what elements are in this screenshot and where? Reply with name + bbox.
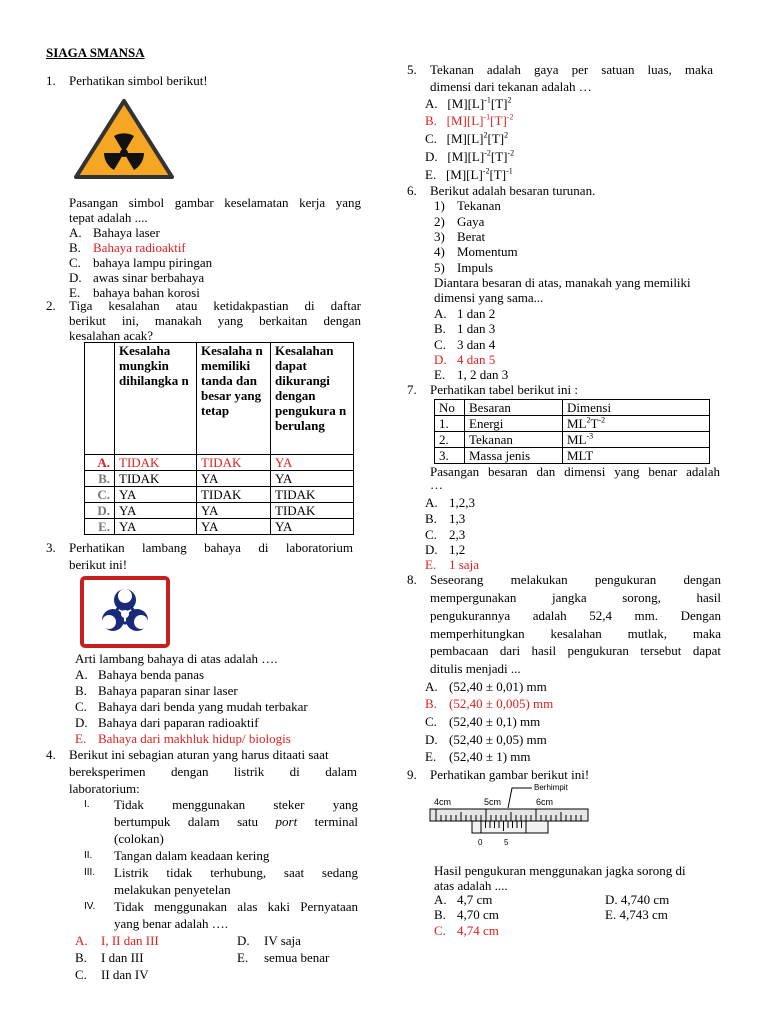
dim-part: T <box>590 416 599 431</box>
q6-stem: Berikut adalah besaran turunan. <box>430 183 596 198</box>
q1-text-line1: Pasangan simbol gambar keselamatan kerja yang <box>69 195 361 210</box>
q6-item-text: Tekanan <box>457 198 501 213</box>
dim-exp: -2 <box>598 415 606 425</box>
q6-item-number: 1) <box>434 198 445 213</box>
caliper-label-5cm: 5cm <box>484 797 502 807</box>
q6-item-text: Gaya <box>457 214 485 229</box>
q3-option-label: D. <box>75 715 88 730</box>
q1-option-label: B. <box>69 240 81 255</box>
q7-option-label: B. <box>425 511 437 526</box>
table-cell: TIDAK <box>115 455 197 471</box>
table-row <box>435 432 710 448</box>
q8-option-text: (52,40 ± 0,005) mm <box>449 696 554 711</box>
q1-option-label: C. <box>69 255 81 270</box>
q5-option-exp: -2 <box>506 112 514 122</box>
q6-option-text: 3 dan 4 <box>457 337 496 352</box>
q7-option-label: E. <box>425 557 437 572</box>
biohazard-icon <box>80 576 170 648</box>
q5-option-part: [M][L] <box>447 149 485 164</box>
q5-option-part: [T] <box>490 149 508 164</box>
table-header: No <box>435 400 465 416</box>
row-label: B. <box>85 471 115 487</box>
q6-question-line2: dimensi yang sama... <box>434 290 544 305</box>
q4-item-text: (colokan) <box>114 831 164 846</box>
table-cell: TIDAK <box>271 503 354 519</box>
q5-option-exp: 2 <box>507 95 512 105</box>
caliper-label-vernier-5: 5 <box>504 838 509 847</box>
q4-item-roman: I. <box>84 799 90 810</box>
caliper-label-berhimpit: Berhimpit <box>534 783 568 792</box>
q5-option <box>425 149 514 164</box>
table-cell: YA <box>197 503 271 519</box>
q4-option-label: B. <box>75 950 87 965</box>
q9-number: 9. <box>407 767 417 782</box>
q3-option-label: E. <box>75 731 87 746</box>
q6-item-text: Impuls <box>457 260 494 275</box>
q3-stem: Arti lambang bahaya di atas adalah …. <box>75 651 278 666</box>
table-row <box>85 455 354 471</box>
q8-option-text: (52,40 ± 0,1) mm <box>449 714 541 729</box>
q7-number: 7. <box>407 382 417 397</box>
q3-line2: berikut ini! <box>69 557 128 572</box>
table-cell: TIDAK <box>197 487 271 503</box>
q1-option-label: D. <box>69 270 82 285</box>
q7-option-label: A. <box>425 495 438 510</box>
q5-option-part: [M][L] <box>446 131 484 146</box>
q9-option-text: 4,70 cm <box>457 907 499 922</box>
q4-number: 4. <box>46 747 56 762</box>
q4-item-text: Tangan dalam keadaan kering <box>114 848 270 863</box>
table-row <box>435 416 710 432</box>
q4-option-label: C. <box>75 967 87 982</box>
q3-line1: Perhatikan lambang bahaya di laboratorium <box>69 540 353 555</box>
q9-option-text: 4,743 cm <box>619 907 668 922</box>
caliper-figure <box>428 781 593 849</box>
q9-option-text: 4,740 cm <box>620 892 670 907</box>
q4-item-part: terminal <box>297 814 358 829</box>
q4-option-label: E. <box>237 950 249 965</box>
q5-option-exp: -2 <box>507 148 515 158</box>
q8-option-label: D. <box>425 732 438 747</box>
q6-item-number: 3) <box>434 229 445 244</box>
q4-item-text: Tidak menggunakan steker yang <box>114 797 358 812</box>
q7-option-text: 2,3 <box>449 527 466 542</box>
q5-number: 5. <box>407 62 417 77</box>
q9-stem: Perhatikan gambar berikut ini! <box>430 767 590 782</box>
q3-option-text: Bahaya dari benda yang mudah terbakar <box>98 699 308 714</box>
q4-option-text: semua benar <box>264 950 330 965</box>
table-cell: YA <box>115 503 197 519</box>
table-cell: YA <box>271 519 354 535</box>
q9-option <box>605 907 668 922</box>
q9-option-label: B. <box>434 907 446 922</box>
q6-option-text: 1, 2 dan 3 <box>457 367 509 382</box>
q9-option-text: 4,7 cm <box>457 892 493 907</box>
q5-option-label: E. <box>425 167 437 182</box>
q4-option-text: I, II dan III <box>101 933 159 948</box>
table-header: Dimensi <box>563 400 710 416</box>
q5-option-exp: -1 <box>484 95 491 105</box>
q6-option-label: B. <box>434 321 446 336</box>
q5-option-exp: -2 <box>484 148 491 158</box>
q4-item-roman: III. <box>84 867 96 878</box>
q8-line: pembacaan dari hasil pengukuran tersebut dapat <box>430 643 721 658</box>
q9-question-line2: atas adalah .... <box>434 878 508 893</box>
q5-option-part: [T] <box>487 131 505 146</box>
q9-question-line1: Hasil pengukuran menggunakan jagka sorong di <box>434 863 686 878</box>
q4-option-label: D. <box>237 933 250 948</box>
q6-item-number: 2) <box>434 214 445 229</box>
table-header: Kesalaha mungkin dihilangka n <box>115 343 197 455</box>
q3-option-text: Bahaya dari paparan radioaktif <box>98 715 259 730</box>
q5-option <box>425 113 513 128</box>
table-cell: YA <box>115 487 197 503</box>
q8-option-label: C. <box>425 714 437 729</box>
q5-option-exp: 2 <box>483 130 488 140</box>
q7-table <box>434 399 710 464</box>
table-header-row <box>435 400 710 416</box>
q9-option-label: D. <box>605 892 618 907</box>
table-cell: 1. <box>435 416 465 432</box>
table-cell: YA <box>115 519 197 535</box>
q8-line: Seseorang melakukan pengukuran dengan <box>430 572 721 587</box>
table-header: Besaran <box>465 400 563 416</box>
q5-option-part: [T] <box>489 167 507 182</box>
q8-option-text: (52,40 ± 0,05) mm <box>449 732 547 747</box>
q3-option-label: B. <box>75 683 87 698</box>
q5-option <box>425 131 508 146</box>
q9-option-text: 4,74 cm <box>457 923 499 938</box>
q6-item-number: 5) <box>434 260 445 275</box>
dim-exp: 2 <box>586 415 591 425</box>
q4-option-label: A. <box>75 933 88 948</box>
q5-option-label: A. <box>425 96 438 111</box>
q3-option-label: A. <box>75 667 88 682</box>
radiation-warning-icon <box>72 97 176 181</box>
table-cell: Massa jenis <box>465 448 563 464</box>
q3-option-label: C. <box>75 699 87 714</box>
caliper-label-4cm: 4cm <box>434 797 452 807</box>
q8-number: 8. <box>407 572 417 587</box>
q5-option-label: C. <box>425 131 437 146</box>
q6-item-text: Momentum <box>457 244 518 259</box>
q1-option-text: bahaya bahan korosi <box>93 285 200 300</box>
q4-option-text: II dan IV <box>101 967 149 982</box>
table-cell: TIDAK <box>197 455 271 471</box>
q6-number: 6. <box>407 183 417 198</box>
table-cell: 3. <box>435 448 465 464</box>
q1-option-text: Bahaya laser <box>93 225 160 240</box>
table-cell: MLT <box>563 448 710 464</box>
q8-line: ditulis menjadi ... <box>430 661 521 676</box>
q4-item-text: yang benar adalah …. <box>114 916 229 931</box>
q7-stem: Perhatikan tabel berikut ini : <box>430 382 579 397</box>
q4-option-text: IV saja <box>264 933 301 948</box>
q7-question-line1: Pasangan besaran dan dimensi yang benar adalah <box>430 464 720 479</box>
q2-table <box>84 342 354 535</box>
q7-option-text: 1,2 <box>449 542 466 557</box>
q2-line2: berikut ini, manakah yang berkaitan dengan <box>69 313 361 328</box>
q8-line: memperhitungkan kesalahan mutlak, maka <box>430 626 721 641</box>
q8-option-text: (52,40 ± 0,01) mm <box>449 679 547 694</box>
table-cell: 2. <box>435 432 465 448</box>
q6-option-label: C. <box>434 337 446 352</box>
q4-item-italic: port <box>275 814 298 829</box>
q9-option <box>605 892 669 907</box>
q2-line3: kesalahan acak? <box>69 328 154 343</box>
table-cell: TIDAK <box>115 471 197 487</box>
row-label: E. <box>85 519 115 535</box>
table-row <box>85 503 354 519</box>
q5-option <box>425 96 512 111</box>
table-cell: YA <box>271 471 354 487</box>
q5-option-exp: -2 <box>482 166 490 176</box>
q8-option-label: B. <box>425 696 437 711</box>
q5-option-part: [T] <box>490 96 508 111</box>
q9-option-label: E. <box>605 907 617 922</box>
q8-line: mempergunakan jangka sorong, hasil <box>430 590 721 605</box>
q6-option-label: E. <box>434 367 446 382</box>
q6-option-text: 1 dan 2 <box>457 306 496 321</box>
row-label: C. <box>85 487 115 503</box>
q6-item-text: Berat <box>457 229 486 244</box>
q5-option-part: [M][L] <box>447 96 485 111</box>
q8-option-label: E. <box>425 749 437 764</box>
row-label: A. <box>85 455 115 471</box>
table-row <box>85 519 354 535</box>
table-cell: YA <box>197 471 271 487</box>
q5-option-part: [M][L] <box>445 167 483 182</box>
q9-option-label: A. <box>434 892 447 907</box>
q7-question-line2: … <box>430 477 443 492</box>
caliper-label-6cm: 6cm <box>536 797 554 807</box>
q1-option-text: awas sinar berbahaya <box>93 270 205 285</box>
table-cell: YA <box>271 455 354 471</box>
table-row <box>85 471 354 487</box>
q1-stem: Perhatikan simbol berikut! <box>69 73 208 88</box>
dim-exp: -3 <box>586 431 594 441</box>
table-header: Kesalaha n memiliki tanda dan besar yang tetap <box>197 343 271 455</box>
q6-option-label: D. <box>434 352 447 367</box>
q4-item-text: Tidak menggunakan alas kaki Pernyataan <box>114 899 358 914</box>
q5-option-part: [T] <box>490 113 507 128</box>
table-header: Kesalahan dapat dikurangi dengan pengukura n berulang <box>271 343 354 455</box>
q4-item-text <box>114 814 358 829</box>
q4-line3: laboratorium: <box>69 781 140 796</box>
q7-option-text: 1,3 <box>449 511 466 526</box>
q5-option-exp: -1 <box>483 112 491 122</box>
q3-option-text: Bahaya dari makhluk hidup/ biologis <box>98 731 291 746</box>
q5-option-exp: 2 <box>504 130 509 140</box>
q6-option-text: 4 dan 5 <box>457 352 496 367</box>
table-cell <box>563 416 710 432</box>
q6-option-label: A. <box>434 306 447 321</box>
q4-line2: bereksperimen dengan listrik di dalam <box>69 764 357 779</box>
q5-line2: dimensi dari tekanan adalah … <box>430 79 592 94</box>
q8-option-text: (52,40 ± 1) mm <box>449 749 531 764</box>
q3-option-text: Bahaya benda panas <box>98 667 205 682</box>
q1-option-label: A. <box>69 225 82 240</box>
q1-text-line2: tepat adalah .... <box>69 210 148 225</box>
q7-option-label: D. <box>425 542 438 557</box>
table-cell <box>563 432 710 448</box>
q6-question-line1: Diantara besaran di atas, manakah yang memiliki <box>434 275 691 290</box>
q8-line: pengukurannya adalah 52,4 mm. Dengan <box>430 608 721 623</box>
q3-number: 3. <box>46 540 56 555</box>
q4-item-part: bertumpuk dalam satu <box>114 814 276 829</box>
q4-item-text: Listrik tidak terhubung, saat sedang <box>114 865 358 880</box>
q4-item-roman: IV. <box>84 901 96 912</box>
q1-option-label: E. <box>69 285 81 300</box>
q5-option-part: [M][L] <box>446 113 484 128</box>
q5-option-exp: -1 <box>506 166 513 176</box>
row-label: D. <box>85 503 115 519</box>
q4-line1: Berikut ini sebagian aturan yang harus ditaati saat <box>69 747 329 762</box>
q7-option-text: 1,2,3 <box>449 495 475 510</box>
q1-option-text: bahaya lampu piringan <box>93 255 213 270</box>
q4-item-text: melakukan penyetelan <box>114 882 231 897</box>
table-cell: TIDAK <box>271 487 354 503</box>
q9-option-label: C. <box>434 923 446 938</box>
caliper-label-vernier-0: 0 <box>478 838 483 847</box>
q4-option-text: I dan III <box>101 950 144 965</box>
q5-option-label: B. <box>425 113 437 128</box>
dim-part: ML <box>567 432 587 447</box>
q2-number: 2. <box>46 298 56 313</box>
q5-line1: Tekanan adalah gaya per satuan luas, maka <box>430 62 713 77</box>
table-row <box>435 448 710 464</box>
q5-option <box>425 167 513 182</box>
q6-item-number: 4) <box>434 244 445 259</box>
q5-option-label: D. <box>425 149 438 164</box>
q2-line1: Tiga kesalahan atau ketidakpastian di daftar <box>69 298 361 313</box>
page-title: SIAGA SMANSA <box>46 45 145 60</box>
q1-option-text: Bahaya radioaktif <box>93 240 186 255</box>
q3-option-text: Bahaya paparan sinar laser <box>98 683 238 698</box>
q4-item-roman: II. <box>84 850 93 861</box>
dim-part: ML <box>567 416 587 431</box>
table-cell: Energi <box>465 416 563 432</box>
q6-option-text: 1 dan 3 <box>457 321 496 336</box>
table-cell: YA <box>197 519 271 535</box>
q8-option-label: A. <box>425 679 438 694</box>
table-cell: Tekanan <box>465 432 563 448</box>
q1-number: 1. <box>46 73 56 88</box>
table-row <box>85 487 354 503</box>
q7-option-label: C. <box>425 527 437 542</box>
q7-option-text: 1 saja <box>449 557 479 572</box>
